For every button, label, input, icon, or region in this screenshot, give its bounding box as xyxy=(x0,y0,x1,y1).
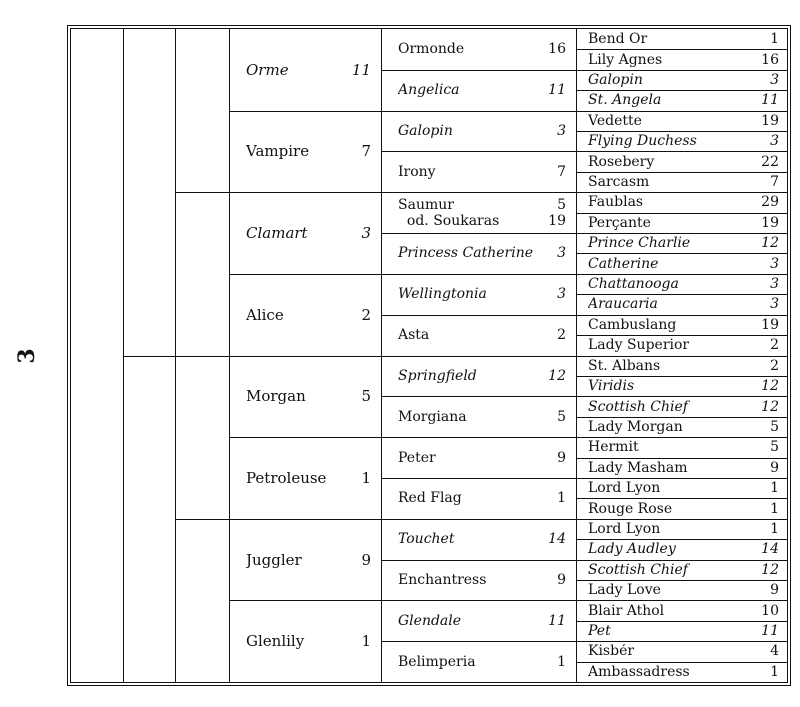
ancestor-gen4-name: Peter xyxy=(398,449,436,466)
ancestor-gen5 xyxy=(577,560,787,580)
ancestor-gen5-name: St. Angela xyxy=(588,93,662,108)
ancestor-gen5-name: Lady Masham xyxy=(588,460,688,475)
ancestor-gen3-number: 5 xyxy=(361,387,371,406)
ancestor-gen4-number: 5 19 xyxy=(548,196,566,229)
ancestor-gen5-number: 5 xyxy=(770,439,779,456)
ancestor-gen4 xyxy=(382,478,576,519)
row-divider xyxy=(175,192,229,193)
grandparent-name xyxy=(175,559,229,674)
ancestor-gen5 xyxy=(577,600,787,620)
ancestor-gen5-name: Kisbér xyxy=(588,644,635,659)
ancestor-gen4 xyxy=(382,396,576,437)
ancestor-gen5-name: Lord Lyon xyxy=(588,481,661,496)
ancestor-gen5-number: 5 xyxy=(770,418,779,435)
ancestor-gen5-number: 4 xyxy=(770,643,779,660)
ancestor-gen5-number: 1 xyxy=(770,520,779,537)
ancestor-gen5-number: 3 xyxy=(770,133,779,150)
ancestor-gen4-number: 3 xyxy=(557,286,566,303)
ancestor-gen5-name: Prince Charlie xyxy=(588,236,691,251)
ancestor-gen3-name: Alice xyxy=(246,305,284,324)
ancestor-gen4-name: Angelica xyxy=(398,82,460,99)
ancestor-gen5-name: Lord Lyon xyxy=(588,521,661,536)
ancestor-gen3-name: Juggler xyxy=(246,550,302,569)
ancestor-gen5-number: 16 xyxy=(761,51,779,68)
dam-number xyxy=(123,362,175,388)
page-number: 3 xyxy=(14,348,40,364)
ancestor-gen4-number: 7 xyxy=(557,163,566,180)
ancestor-gen5-number: 12 xyxy=(761,235,779,252)
ancestor-gen5-number: 1 xyxy=(770,663,779,680)
ancestor-gen5 xyxy=(577,580,787,600)
ancestor-gen5-name: Rouge Rose xyxy=(588,501,673,516)
ancestor-gen3-name: Glenlily xyxy=(246,632,305,651)
row-divider xyxy=(175,356,229,357)
ancestor-gen3-number: 11 xyxy=(351,60,371,79)
ancestor-gen5-name: Hermit xyxy=(588,440,639,455)
ancestor-gen5-number: 1 xyxy=(770,31,779,48)
ancestor-gen3-name: Clamart xyxy=(246,224,308,243)
ancestor-gen5 xyxy=(577,519,787,539)
ancestor-gen3-name: Morgan xyxy=(246,387,306,406)
ancestor-gen5 xyxy=(577,131,787,151)
ancestor-gen5-number: 22 xyxy=(761,153,779,170)
ancestor-gen3-number: 9 xyxy=(361,550,371,569)
ancestor-gen5 xyxy=(577,29,787,49)
ancestor-gen4 xyxy=(382,151,576,192)
ancestor-gen4-number: 9 xyxy=(557,571,566,588)
ancestor-gen3 xyxy=(230,519,381,601)
ancestor-gen4-name: Saumur od. Soukaras xyxy=(398,196,500,229)
ancestor-gen5-number: 11 xyxy=(761,622,779,639)
ancestor-gen5-number: 19 xyxy=(761,214,779,231)
ancestor-gen5-name: Galopin xyxy=(588,73,643,88)
ancestor-gen5-name: Lady Love xyxy=(588,583,661,598)
ancestor-gen4 xyxy=(382,29,576,70)
ancestor-gen4 xyxy=(382,111,576,152)
ancestor-gen5-number: 12 xyxy=(761,561,779,578)
grandparent-number xyxy=(175,362,229,388)
ancestor-gen4-number: 5 xyxy=(557,408,566,425)
ancestor-gen5-number: 3 xyxy=(770,276,779,293)
ancestor-gen5 xyxy=(577,458,787,478)
ancestor-gen4-number: 16 xyxy=(548,41,566,58)
ancestor-gen4 xyxy=(382,519,576,560)
ancestor-gen4 xyxy=(382,70,576,111)
ancestor-gen3-name: Petroleuse xyxy=(246,468,327,487)
ancestor-gen5-name: Lily Agnes xyxy=(588,52,663,67)
ancestor-gen5 xyxy=(577,498,787,518)
ancestor-gen3 xyxy=(230,111,381,193)
ancestor-gen4-number: 12 xyxy=(548,367,566,384)
ancestor-gen5-name: Perçante xyxy=(588,215,651,230)
ancestor-gen3 xyxy=(230,192,381,274)
ancestor-gen4-number: 14 xyxy=(548,531,566,548)
ancestor-gen5 xyxy=(577,111,787,131)
ancestor-gen4-number: 1 xyxy=(557,490,566,507)
ancestor-gen5-number: 3 xyxy=(770,296,779,313)
ancestor-gen5 xyxy=(577,641,787,661)
row-divider xyxy=(175,519,229,520)
ancestor-gen5-number: 1 xyxy=(770,500,779,517)
ancestor-gen5 xyxy=(577,315,787,335)
ancestor-gen5 xyxy=(577,437,787,457)
ancestor-gen5-name: Lady Morgan xyxy=(588,419,683,434)
ancestor-gen5-number: 3 xyxy=(770,255,779,272)
ancestor-gen3-number: 1 xyxy=(361,632,371,651)
ancestor-gen5 xyxy=(577,213,787,233)
ancestor-gen4 xyxy=(382,437,576,478)
ancestor-gen3-number: 3 xyxy=(361,224,371,243)
ancestor-gen4-name: Ormonde xyxy=(398,41,465,58)
ancestor-gen5-name: Chattanooga xyxy=(588,277,679,292)
ancestor-gen4-number: 11 xyxy=(548,612,566,629)
ancestor-gen5-number: 10 xyxy=(761,602,779,619)
ancestor-gen3 xyxy=(230,274,381,356)
ancestor-gen5 xyxy=(577,478,787,498)
ancestor-gen5-name: Vedette xyxy=(588,113,642,128)
ancestor-gen4 xyxy=(382,233,576,274)
ancestor-gen4 xyxy=(382,356,576,397)
ancestor-gen4-name: Springfield xyxy=(398,367,477,384)
ancestor-gen5-name: Sarcasm xyxy=(588,175,650,190)
ancestor-gen5-number: 9 xyxy=(770,459,779,476)
grandparent-name xyxy=(175,232,229,347)
ancestor-gen5-name: Viridis xyxy=(588,379,635,394)
sire-name xyxy=(123,206,175,336)
ancestor-gen5-number: 11 xyxy=(761,92,779,109)
ancestor-gen5 xyxy=(577,376,787,396)
ancestor-gen3-number: 2 xyxy=(361,305,371,324)
ancestor-gen5 xyxy=(577,294,787,314)
ancestor-gen4-name: Irony xyxy=(398,163,436,180)
ancestor-gen5-number: 29 xyxy=(761,194,779,211)
ancestor-gen5 xyxy=(577,621,787,641)
ancestor-gen4 xyxy=(382,641,576,682)
ancestor-gen4-number: 9 xyxy=(557,449,566,466)
ancestor-gen4-name: Princess Catherine xyxy=(398,245,534,262)
ancestor-gen4 xyxy=(382,600,576,641)
ancestor-gen5-name: St. Albans xyxy=(588,358,661,373)
ancestor-gen4-number: 1 xyxy=(557,653,566,670)
ancestor-gen5-name: Lady Superior xyxy=(588,338,690,353)
ancestor-gen5 xyxy=(577,172,787,192)
ancestor-gen5-name: Bend Or xyxy=(588,32,648,47)
ancestor-gen5 xyxy=(577,233,787,253)
ancestor-gen4-number: 3 xyxy=(557,123,566,140)
ancestor-gen5-name: Ambassadress xyxy=(588,664,690,679)
ancestor-gen5-number: 7 xyxy=(770,174,779,191)
ancestor-gen5 xyxy=(577,151,787,171)
ancestor-gen5-number: 2 xyxy=(770,357,779,374)
ancestor-gen3 xyxy=(230,356,381,438)
ancestor-gen5-number: 14 xyxy=(761,541,779,558)
ancestor-gen5 xyxy=(577,192,787,212)
ancestor-gen4 xyxy=(382,274,576,315)
ancestor-gen5-name: Rosebery xyxy=(588,154,655,169)
ancestor-gen5-name: Araucaria xyxy=(588,297,658,312)
ancestor-gen3-number: 7 xyxy=(361,142,371,161)
ancestor-gen5 xyxy=(577,253,787,273)
ancestor-gen5 xyxy=(577,70,787,90)
ancestor-gen4-name: Galopin xyxy=(398,123,453,140)
ancestor-gen5-name: Faublas xyxy=(588,195,644,210)
ancestor-gen4-name: Red Flag xyxy=(398,490,462,507)
ancestor-gen4-number: 11 xyxy=(548,82,566,99)
ancestor-gen4-name: Asta xyxy=(398,327,430,344)
ancestor-gen5 xyxy=(577,49,787,69)
ancestor-gen5 xyxy=(577,90,787,110)
ancestor-gen5-name: Scottish Chief xyxy=(588,399,688,414)
ancestor-gen5 xyxy=(577,335,787,355)
ancestor-gen5 xyxy=(577,417,787,437)
ancestor-gen5-number: 2 xyxy=(770,337,779,354)
grandparent-number xyxy=(175,35,229,61)
ancestor-gen3 xyxy=(230,29,381,111)
ancestor-gen5-number: 19 xyxy=(761,112,779,129)
ancestor-gen5-name: Scottish Chief xyxy=(588,562,688,577)
ancestor-gen5 xyxy=(577,396,787,416)
ancestor-gen5-name: Pet xyxy=(588,623,611,638)
pedigree-table xyxy=(67,25,791,686)
ancestor-gen5-number: 1 xyxy=(770,480,779,497)
ancestor-gen4-name: Wellingtonia xyxy=(398,286,487,303)
ancestor-gen4-number: 2 xyxy=(557,327,566,344)
ancestor-gen5-number: 3 xyxy=(770,72,779,89)
ancestor-gen5 xyxy=(577,274,787,294)
ancestor-gen5-name: Catherine xyxy=(588,256,659,271)
ancestor-gen4-number: 3 xyxy=(557,245,566,262)
ancestor-gen5 xyxy=(577,539,787,559)
ancestor-gen4-name: Enchantress xyxy=(398,571,487,588)
horse-description xyxy=(71,29,123,682)
ancestor-gen4 xyxy=(382,315,576,356)
row-divider xyxy=(123,356,175,357)
ancestor-gen4-name: Morgiana xyxy=(398,408,467,425)
ancestor-gen5-name: Blair Athol xyxy=(588,603,665,618)
ancestor-gen4-name: Belimperia xyxy=(398,653,476,670)
ancestor-gen4-name: Touchet xyxy=(398,531,455,548)
ancestor-gen5-name: Flying Duchess xyxy=(588,134,697,149)
ancestor-gen4 xyxy=(382,560,576,601)
ancestor-gen5 xyxy=(577,662,787,682)
ancestor-gen3 xyxy=(230,437,381,519)
grandparent-number xyxy=(175,525,229,551)
ancestor-gen5-number: 12 xyxy=(761,398,779,415)
ancestor-gen5-name: Cambuslang xyxy=(588,317,677,332)
ancestor-gen5 xyxy=(577,356,787,376)
ancestor-gen3 xyxy=(230,600,381,682)
sire-number xyxy=(123,35,175,61)
ancestor-gen3-name: Orme xyxy=(246,60,289,79)
ancestor-gen5-number: 19 xyxy=(761,316,779,333)
ancestor-gen4 xyxy=(382,192,576,233)
ancestor-gen5-number: 12 xyxy=(761,378,779,395)
ancestor-gen5-name: Lady Audley xyxy=(588,542,676,557)
dam-name xyxy=(123,532,175,662)
ancestor-gen3-number: 1 xyxy=(361,468,371,487)
ancestor-gen5-number: 9 xyxy=(770,582,779,599)
grandparent-name xyxy=(175,69,229,184)
ancestor-gen4-name: Glendale xyxy=(398,612,462,629)
ancestor-gen3-name: Vampire xyxy=(246,142,310,161)
grandparent-number xyxy=(175,198,229,224)
grandparent-name xyxy=(175,396,229,511)
